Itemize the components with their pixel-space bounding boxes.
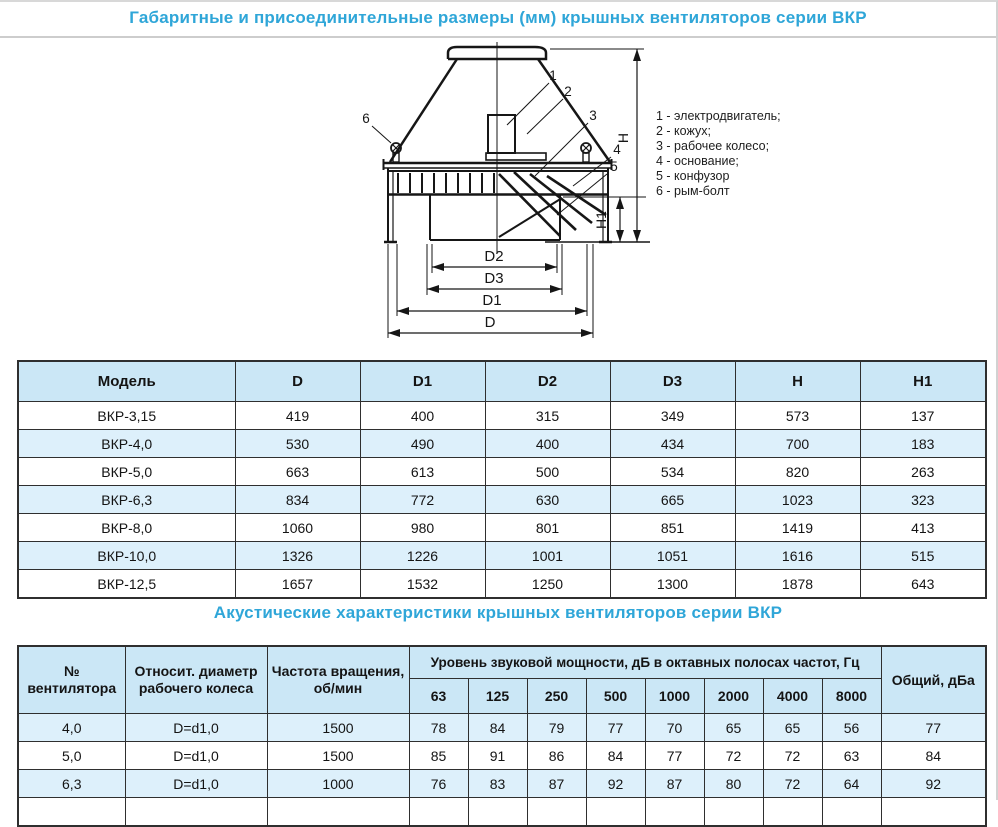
table-row xyxy=(18,514,986,542)
value-cell: 1326 xyxy=(235,542,360,570)
value-cell xyxy=(468,798,527,827)
dim-label-d: D xyxy=(484,314,496,331)
title-divider xyxy=(0,36,996,38)
octave-header: 1000 xyxy=(645,679,704,714)
callout-3 xyxy=(535,108,597,176)
value-cell: 349 xyxy=(610,402,735,430)
callout-label-5: 5 xyxy=(610,159,618,174)
legend-item: 3 - рабочее колесо; xyxy=(656,139,770,153)
value-cell: 72 xyxy=(763,742,822,770)
model-cell: ВКР-10,0 xyxy=(18,542,235,570)
motor xyxy=(486,115,546,160)
value-cell: 1532 xyxy=(360,570,485,599)
callout-6 xyxy=(362,111,391,143)
dim-label-d2: D2 xyxy=(484,248,504,265)
value-cell: 643 xyxy=(860,570,986,599)
value-cell: 315 xyxy=(485,402,610,430)
value-cell: 70 xyxy=(645,714,704,742)
fan-no-cell: 5,0 xyxy=(18,742,125,770)
value-cell: 92 xyxy=(586,770,645,798)
dim-label-h1: H1 xyxy=(593,211,609,229)
model-cell: ВКР-6,3 xyxy=(18,486,235,514)
dimension-d3 xyxy=(427,270,562,293)
value-cell: 77 xyxy=(645,742,704,770)
value-cell: 87 xyxy=(645,770,704,798)
value-cell: 323 xyxy=(860,486,986,514)
value-cell xyxy=(409,798,468,827)
column-header: Модель xyxy=(18,361,235,402)
value-cell: 834 xyxy=(235,486,360,514)
value-cell: 79 xyxy=(527,714,586,742)
table-row xyxy=(18,570,986,599)
value-cell: 56 xyxy=(822,714,881,742)
value-cell: 72 xyxy=(763,770,822,798)
model-cell: ВКР-3,15 xyxy=(18,402,235,430)
table-row xyxy=(18,458,986,486)
model-cell: ВКР-8,0 xyxy=(18,514,235,542)
page-title: Габаритные и присоединительные размеры (мм) крышных вентиляторов серии ВКР xyxy=(129,8,867,27)
callout-label-2: 2 xyxy=(564,84,572,99)
value-cell: 700 xyxy=(735,430,860,458)
base-walls xyxy=(384,168,612,242)
dimension-d xyxy=(388,314,593,337)
dimension-h1 xyxy=(563,197,646,242)
value-cell xyxy=(881,798,986,827)
column-header: D1 xyxy=(360,361,485,402)
value-cell: 65 xyxy=(704,714,763,742)
value-cell: 1000 xyxy=(267,770,409,798)
value-cell: 665 xyxy=(610,486,735,514)
value-cell: 772 xyxy=(360,486,485,514)
legend-item: 5 - конфузор xyxy=(656,169,730,183)
value-cell: 80 xyxy=(704,770,763,798)
value-cell: 1300 xyxy=(610,570,735,599)
value-cell: 263 xyxy=(860,458,986,486)
column-header: D3 xyxy=(610,361,735,402)
value-cell: 1500 xyxy=(267,714,409,742)
model-cell: ВКР-12,5 xyxy=(18,570,235,599)
value-cell: 1051 xyxy=(610,542,735,570)
value-cell: 85 xyxy=(409,742,468,770)
value-cell: 500 xyxy=(485,458,610,486)
value-cell: 530 xyxy=(235,430,360,458)
value-cell: 1250 xyxy=(485,570,610,599)
value-cell: 980 xyxy=(360,514,485,542)
value-cell: 72 xyxy=(704,742,763,770)
eye-bolt-right xyxy=(581,143,591,162)
fan-technical-drawing xyxy=(0,40,998,352)
value-cell: 64 xyxy=(822,770,881,798)
column-header: D xyxy=(235,361,360,402)
value-cell xyxy=(645,798,704,827)
value-cell: 1419 xyxy=(735,514,860,542)
value-cell: 92 xyxy=(881,770,986,798)
value-cell xyxy=(822,798,881,827)
value-cell: 1878 xyxy=(735,570,860,599)
callout-label-6: 6 xyxy=(362,111,370,126)
value-cell: 851 xyxy=(610,514,735,542)
column-header: D2 xyxy=(485,361,610,402)
table-row xyxy=(18,402,986,430)
callout-label-3: 3 xyxy=(589,108,597,123)
octave-header: 4000 xyxy=(763,679,822,714)
value-cell: D=d1,0 xyxy=(125,714,267,742)
value-cell: 78 xyxy=(409,714,468,742)
value-cell: 490 xyxy=(360,430,485,458)
model-cell: ВКР-4,0 xyxy=(18,430,235,458)
parts-legend xyxy=(656,109,781,199)
table-row xyxy=(18,542,986,570)
value-cell: 434 xyxy=(610,430,735,458)
value-cell: 84 xyxy=(468,714,527,742)
value-cell: 515 xyxy=(860,542,986,570)
value-cell: 65 xyxy=(763,714,822,742)
acoustics-table-header xyxy=(18,646,986,714)
value-cell: 400 xyxy=(485,430,610,458)
legend-item: 2 - кожух; xyxy=(656,124,711,138)
table-row xyxy=(18,714,986,742)
col-header-fan-no: № вентилятора xyxy=(18,646,125,714)
callout-label-4: 4 xyxy=(613,142,621,157)
table-row-partial xyxy=(18,798,986,827)
value-cell xyxy=(18,798,125,827)
value-cell xyxy=(125,798,267,827)
octave-header: 250 xyxy=(527,679,586,714)
value-cell: 84 xyxy=(881,742,986,770)
base-louver xyxy=(388,171,608,195)
cowl-cone xyxy=(390,59,610,162)
impeller xyxy=(499,172,606,237)
legend-item: 6 - рым-болт xyxy=(656,184,730,198)
value-cell: 413 xyxy=(860,514,986,542)
value-cell: 77 xyxy=(586,714,645,742)
value-cell: 63 xyxy=(822,742,881,770)
value-cell: 137 xyxy=(860,402,986,430)
value-cell: 1657 xyxy=(235,570,360,599)
legend-item: 4 - основание; xyxy=(656,154,739,168)
value-cell: 820 xyxy=(735,458,860,486)
eye-bolt-left xyxy=(391,143,401,162)
acoustics-title: Акустические характеристики крышных вентиляторов серии ВКР xyxy=(213,603,783,622)
table-row xyxy=(18,486,986,514)
octave-header: 63 xyxy=(409,679,468,714)
column-header: H1 xyxy=(860,361,986,402)
col-header-rel-diameter: Относит. диаметр рабочего колеса xyxy=(125,646,267,714)
callout-label-1: 1 xyxy=(549,68,557,83)
model-cell: ВКР-5,0 xyxy=(18,458,235,486)
callout-2 xyxy=(527,84,572,134)
value-cell: D=d1,0 xyxy=(125,742,267,770)
value-cell: 573 xyxy=(735,402,860,430)
value-cell xyxy=(267,798,409,827)
value-cell xyxy=(704,798,763,827)
value-cell: 91 xyxy=(468,742,527,770)
value-cell: 77 xyxy=(881,714,986,742)
value-cell: 76 xyxy=(409,770,468,798)
legend-item: 1 - электродвигатель; xyxy=(656,109,781,123)
dim-label-d3: D3 xyxy=(484,270,504,287)
col-header-total: Общий, дБа xyxy=(881,646,986,714)
dim-label-h: H xyxy=(615,132,631,144)
fan-no-cell: 4,0 xyxy=(18,714,125,742)
fan-no-cell: 6,3 xyxy=(18,770,125,798)
value-cell: 183 xyxy=(860,430,986,458)
value-cell: 1616 xyxy=(735,542,860,570)
dimensions-table-header xyxy=(18,361,986,402)
value-cell xyxy=(586,798,645,827)
value-cell: 613 xyxy=(360,458,485,486)
octave-header: 8000 xyxy=(822,679,881,714)
value-cell: 663 xyxy=(235,458,360,486)
octave-header: 125 xyxy=(468,679,527,714)
value-cell: 801 xyxy=(485,514,610,542)
dimension-d1 xyxy=(397,292,587,315)
octave-header: 2000 xyxy=(704,679,763,714)
col-header-speed: Частота вращения, об/мин xyxy=(267,646,409,714)
value-cell: 1023 xyxy=(735,486,860,514)
value-cell: 419 xyxy=(235,402,360,430)
dimensions-table xyxy=(17,360,987,599)
value-cell: 86 xyxy=(527,742,586,770)
value-cell: 534 xyxy=(610,458,735,486)
dimension-d2 xyxy=(432,248,557,271)
table-row xyxy=(18,430,986,458)
table-row xyxy=(18,770,986,798)
value-cell: 84 xyxy=(586,742,645,770)
value-cell: 630 xyxy=(485,486,610,514)
value-cell: 1060 xyxy=(235,514,360,542)
value-cell: 1226 xyxy=(360,542,485,570)
value-cell xyxy=(527,798,586,827)
value-cell: 1500 xyxy=(267,742,409,770)
table-row xyxy=(18,742,986,770)
value-cell: 87 xyxy=(527,770,586,798)
col-header-octave-group: Уровень звуковой мощности, дБ в октавных полосах частот, Гц xyxy=(409,646,881,679)
value-cell: 83 xyxy=(468,770,527,798)
value-cell: 1001 xyxy=(485,542,610,570)
value-cell: D=d1,0 xyxy=(125,770,267,798)
dim-label-d1: D1 xyxy=(482,292,502,309)
fan-diagram xyxy=(0,40,998,352)
column-header: H xyxy=(735,361,860,402)
octave-header: 500 xyxy=(586,679,645,714)
value-cell: 400 xyxy=(360,402,485,430)
value-cell xyxy=(763,798,822,827)
